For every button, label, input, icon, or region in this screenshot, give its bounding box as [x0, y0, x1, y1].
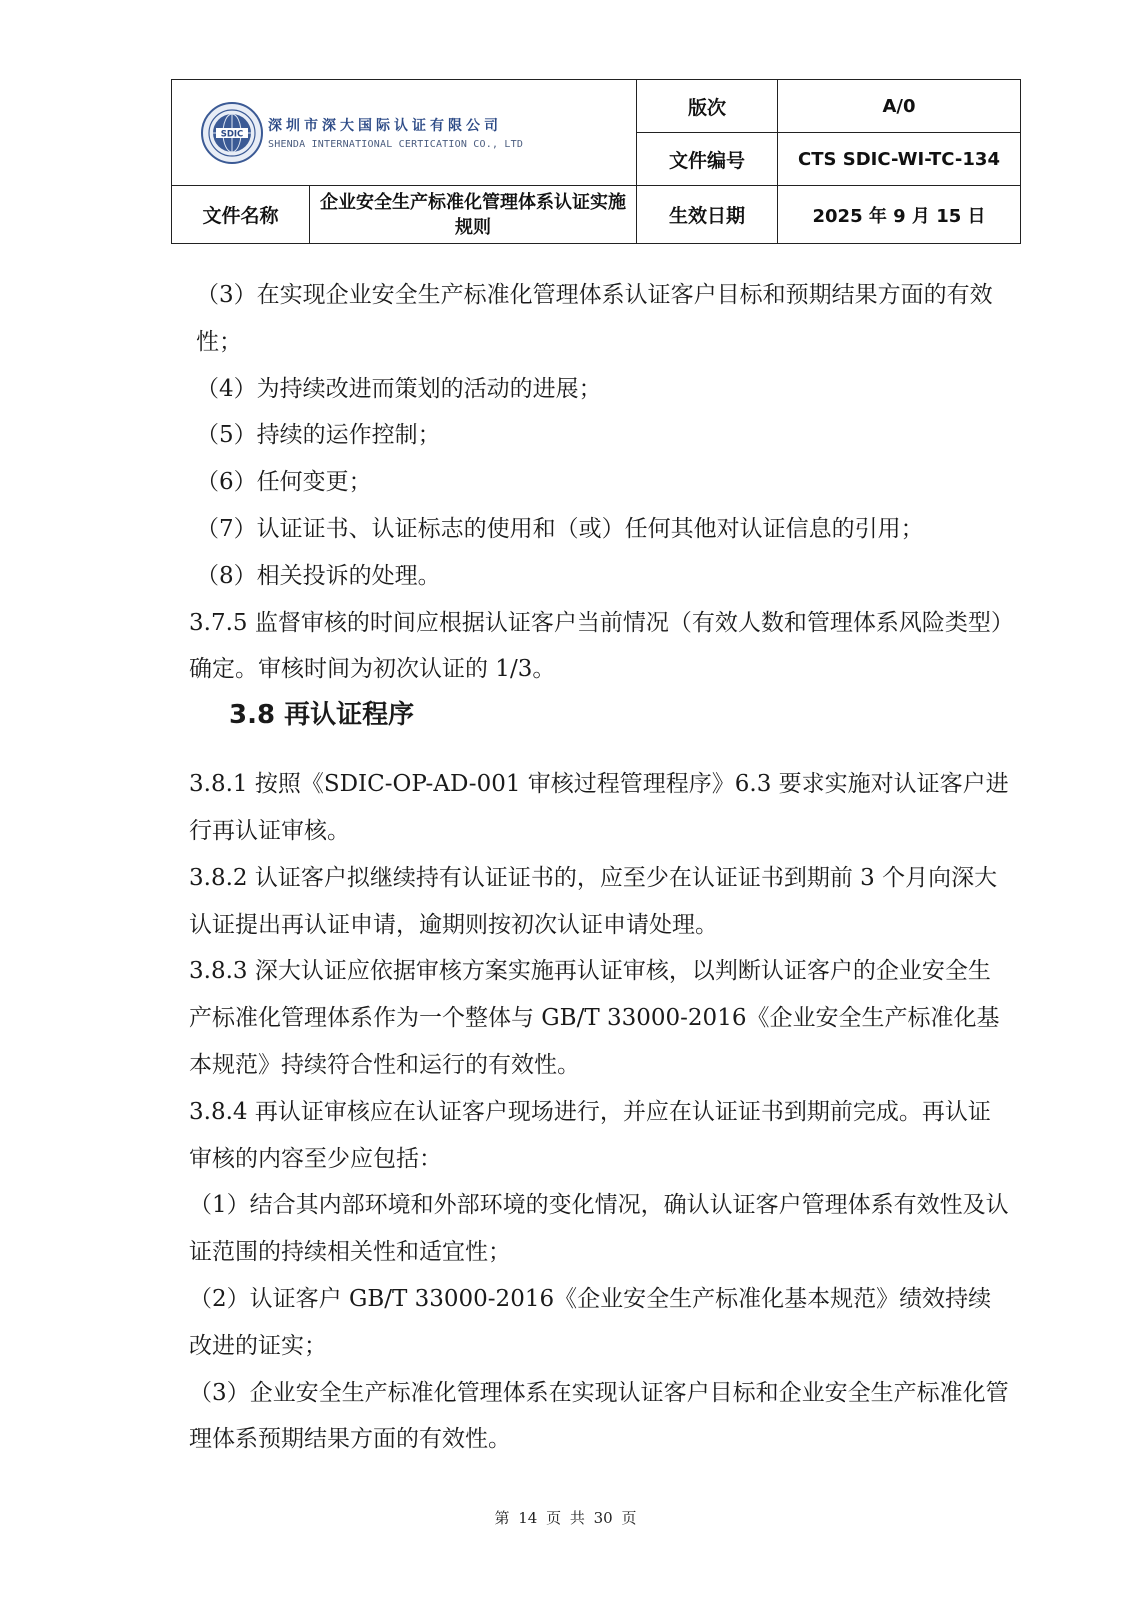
- version-label: 版次: [637, 80, 778, 133]
- paragraph: 3.8.1 按照《SDIC-OP-AD-001 审核过程管理程序》6.3 要求实施对认证客户进行再认证审核。: [189, 771, 1009, 844]
- company-seal-icon: [200, 101, 264, 165]
- document-body: [189, 272, 1009, 1463]
- document-header-table: [171, 79, 1021, 244]
- paragraph: 3.7.5 监督审核的时间应根据认证客户当前情况（有效人数和管理体系风险类型）确定。审核时间为初次认证的 1/3。: [189, 609, 1003, 683]
- paragraph: （3）企业安全生产标准化管理体系在实现认证客户目标和企业安全生产标准化管理体系预期结果方面的有效性。: [189, 1379, 1009, 1453]
- doc-name-label: 文件名称: [172, 186, 310, 244]
- company-name-en: SHENDA INTERNATIONAL CERTICATION CO., LTD: [268, 139, 524, 150]
- section-heading: 3.8 再认证程序: [229, 700, 415, 731]
- paragraph: （4）为持续改进而策划的活动的进展；: [196, 375, 602, 402]
- company-name-cn: 深圳市深大国际认证有限公司: [268, 118, 502, 134]
- paragraph: 3.8.3 深大认证应依据审核方案实施再认证审核，以判断认证客户的企业安全生产标准化管理体系作为一个整体与 GB/T 33000-2016《企业安全生产标准化基本规范》持续符合性和运行的有效性。: [189, 958, 1000, 1078]
- svg-text:SDIC: SDIC: [220, 129, 244, 139]
- paragraph: 3.8.4 再认证审核应在认证客户现场进行，并应在认证证书到期前完成。再认证审核的内容至少应包括：: [189, 1098, 991, 1172]
- doc-name-value: 企业安全生产标准化管理体系认证实施规则: [310, 186, 637, 244]
- effective-date-value: 2025 年 9 月 15 日: [778, 186, 1021, 244]
- paragraph: （2）认证客户 GB/T 33000-2016《企业安全生产标准化基本规范》绩效持续改进的证实；: [189, 1285, 992, 1359]
- effective-date-label: 生效日期: [637, 186, 778, 244]
- paragraph: （8）相关投诉的处理。: [196, 562, 441, 589]
- paragraph: 3.8.2 认证客户拟继续持有认证证书的，应至少在认证证书到期前 3 个月向深大认证提出再认证申请，逾期则按初次认证申请处理。: [189, 864, 998, 938]
- paragraph: （3）在实现企业安全生产标准化管理体系认证客户目标和预期结果方面的有效性；: [196, 282, 993, 355]
- doc-number-label: 文件编号: [637, 133, 778, 186]
- company-logo-cell: [172, 80, 637, 186]
- paragraph: （6）任何变更；: [196, 469, 372, 496]
- paragraph: （5）持续的运作控制；: [196, 422, 441, 449]
- paragraph: （7）认证证书、认证标志的使用和（或）任何其他对认证信息的引用；: [196, 515, 924, 542]
- doc-number-value: CTS SDIC-WI-TC-134: [778, 133, 1021, 186]
- version-value: A/0: [778, 80, 1021, 133]
- page-footer: 第 14 页 共 30 页: [494, 1509, 637, 1527]
- paragraph: （1）结合其内部环境和外部环境的变化情况，确认认证客户管理体系有效性及认证范围的持续相关性和适宜性；: [189, 1192, 1009, 1266]
